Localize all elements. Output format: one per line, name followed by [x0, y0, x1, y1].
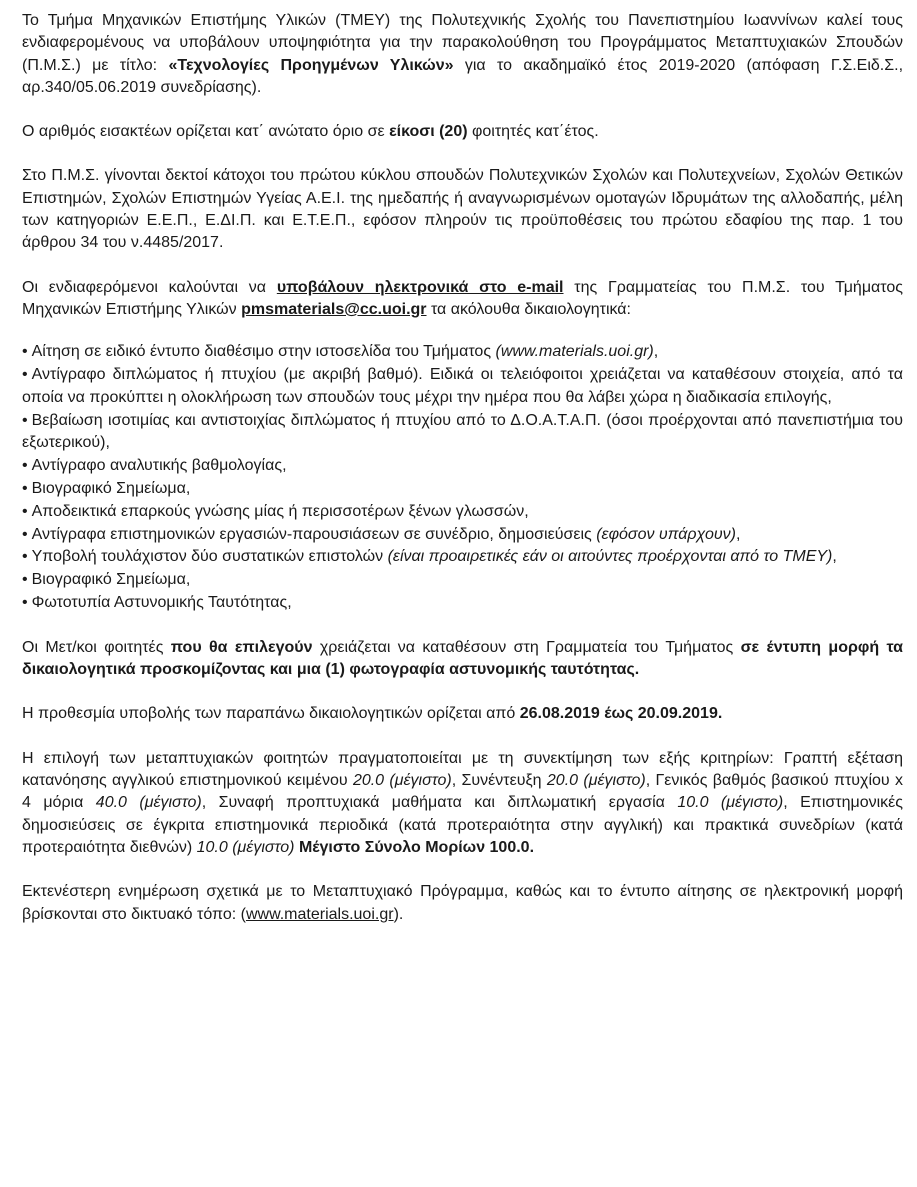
- program-title: «Τεχνολογίες Προηγμένων Υλικών»: [168, 56, 454, 74]
- admissions-paragraph: Ο αριθμός εισακτέων ορίζεται κατ΄ ανώτατο όριο σε είκοσι (20) φοιτητές κατ΄έτος.: [22, 123, 599, 141]
- selected-students-paragraph: Οι Μετ/κοι φοιτητές που θα επιλεγούν χρειάζεται να καταθέσουν στη Γραμματεία του Τμήματος σε έντυπη μορφή τα δικαιολογητικά προσκομίζοντας και μια (1) φωτογραφία αστυνομικής ταυτότητας.: [22, 638, 903, 679]
- website-link[interactable]: www.materials.uoi.gr: [245, 905, 394, 923]
- document-item: • Φωτοτυπία Αστυνομικής Ταυτότητας,: [22, 594, 292, 612]
- eligibility-paragraph: Στο Π.Μ.Σ. γίνονται δεκτοί κάτοχοι του πρώτου κύκλου σπουδών Πολυτεχνικών Σχολών και Πολυτεχνείων, Σχολών Θετικών Επιστημών, Σχολών Επιστημών Υγείας Α.Ε.Ι. της ημεδαπής ή αναγνωρισμένων ομοταγών Ιδρυμάτων της αλλοδαπής, μέλη των κατηγοριών Ε.Ε.Π., Ε.ΔΙ.Π. και Ε.Τ.Ε.Π., εφόσον πληρούν τις προϋποθέσεις του πρώτου εδαφίου της παρ. 1 του άρθρου 34 του ν.4485/2017.: [22, 167, 903, 252]
- admissions-count: είκοσι (20): [389, 123, 468, 141]
- document-item: • Βεβαίωση ισοτιμίας και αντιστοιχίας διπλώματος ή πτυχίου από το Δ.Ο.Α.Τ.Α.Π. (όσοι προέρχονται από πανεπιστήμια του εξωτερικού),: [22, 411, 903, 452]
- document-item: • Αποδεικτικά επαρκούς γνώσης μίας ή περισσοτέρων ξένων γλωσσών,: [22, 502, 529, 520]
- document-item: • Αντίγραφο διπλώματος ή πτυχίου (με ακριβή βαθμό). Ειδικά οι τελειόφοιτοι χρειάζεται να καταθέσουν στοιχεία, από τα οποία να προκύπτει η ολοκλήρωση των σπουδών τους μέχρι την ημέρα που θα λάβει χώρα η διαδικασία επιλογής,: [22, 366, 903, 406]
- document-item: • Αντίγραφα επιστημονικών εργασιών-παρουσιάσεων σε συνέδριο, δημοσιεύσεις (εφόσον υπάρχουν),: [22, 525, 741, 543]
- submission-method: υποβάλουν ηλεκτρονικά στο e-mail: [276, 278, 564, 296]
- contact-email-link[interactable]: pmsmaterials@cc.uoi.gr: [241, 300, 427, 318]
- info-paragraph: Εκτενέστερη ενημέρωση σχετικά με το Μεταπτυχιακό Πρόγραμμα, καθώς και το έντυπο αίτησης σε ηλεκτρονική μορφή βρίσκονται στο δικτυακό τόπο: (www.materials.uoi.gr).: [22, 883, 903, 923]
- document-item: • Αίτηση σε ειδικό έντυπο διαθέσιμο στην ιστοσελίδα του Τμήματος (www.materials.uoi.gr),: [22, 343, 659, 361]
- bullet-icon: •: [22, 594, 28, 612]
- bullet-icon: •: [22, 411, 28, 429]
- bullet-icon: •: [22, 571, 28, 589]
- bullet-icon: •: [22, 548, 28, 566]
- deadline-paragraph: Η προθεσμία υποβολής των παραπάνω δικαιολογητικών ορίζεται από 26.08.2019 έως 20.09.2019.: [22, 705, 723, 723]
- document-item: • Υποβολή τουλάχιστον δύο συστατικών επιστολών (είναι προαιρετικές εάν οι αιτούντες προέρχονται από το ΤΜΕΥ),: [22, 548, 837, 566]
- bullet-icon: •: [22, 480, 28, 498]
- submission-paragraph: Οι ενδιαφερόμενοι καλούνται να υποβάλουν ηλεκτρονικά στο e-mail της Γραμματείας του Π.Μ.Σ. του Τμήματος Μηχανικών Επιστήμης Υλικών pmsmaterials@cc.uoi.gr τα ακόλουθα δικαιολογητικά:: [22, 278, 903, 318]
- document-item: • Αντίγραφο αναλυτικής βαθμολογίας,: [22, 457, 287, 475]
- bullet-icon: •: [22, 502, 28, 520]
- criteria-paragraph: Η επιλογή των μεταπτυχιακών φοιτητών πραγματοποιείται με τη συνεκτίμηση των εξής κριτηρίων: Γραπτή εξέταση κατανόησης αγγλικού επιστημονικού κειμένου 20.0 (μέγιστο), Συνέντευξη 20.0 (μέγιστο), Γενικός βαθμός βασικού πτυχίου x 4 μόρια 40.0 (μέγιστο), Συναφή προπτυχιακά μαθήματα και διπλωματική εργασία 10.0 (μέγιστο), Επιστημονικές δημοσιεύσεις σε έγκριτα επιστημονικά περιοδικά (κατά προτεραιότητα στην αγγλική) και πρακτικά συνεδρίων (κατά προτεραιότητα διεθνών) 10.0 (μέγιστο) Μέγιστο Σύνολο Μορίων 100.0.: [22, 749, 904, 856]
- bullet-icon: •: [22, 525, 28, 543]
- max-points-total: Μέγιστο Σύνολο Μορίων 100.0.: [298, 838, 535, 856]
- intro-paragraph: Το Τμήμα Μηχανικών Επιστήμης Υλικών (ΤΜΕΥ) της Πολυτεχνικής Σχολής του Πανεπιστημίου Ιωαννίνων καλεί τους ενδιαφερομένους να υποβάλουν υποψηφιότητα για την παρακολούθηση του Προγράμματος Μεταπτυχιακών Σπουδών (Π.Μ.Σ.) με τίτλο: «Τεχνολογίες Προηγμένων Υλικών» για το ακαδημαϊκό έτος 2019-2020 (απόφαση Γ.Σ.Ειδ.Σ., αρ.340/05.06.2019 συνεδρίασης).: [22, 12, 904, 96]
- documents-list: [22, 341, 903, 615]
- bullet-icon: •: [22, 343, 28, 361]
- bullet-icon: •: [22, 366, 28, 384]
- document-item: • Βιογραφικό Σημείωμα,: [22, 480, 191, 498]
- deadline-dates: 26.08.2019 έως 20.09.2019.: [519, 705, 723, 723]
- document-item: • Βιογραφικό Σημείωμα,: [22, 571, 191, 589]
- bullet-icon: •: [22, 457, 28, 475]
